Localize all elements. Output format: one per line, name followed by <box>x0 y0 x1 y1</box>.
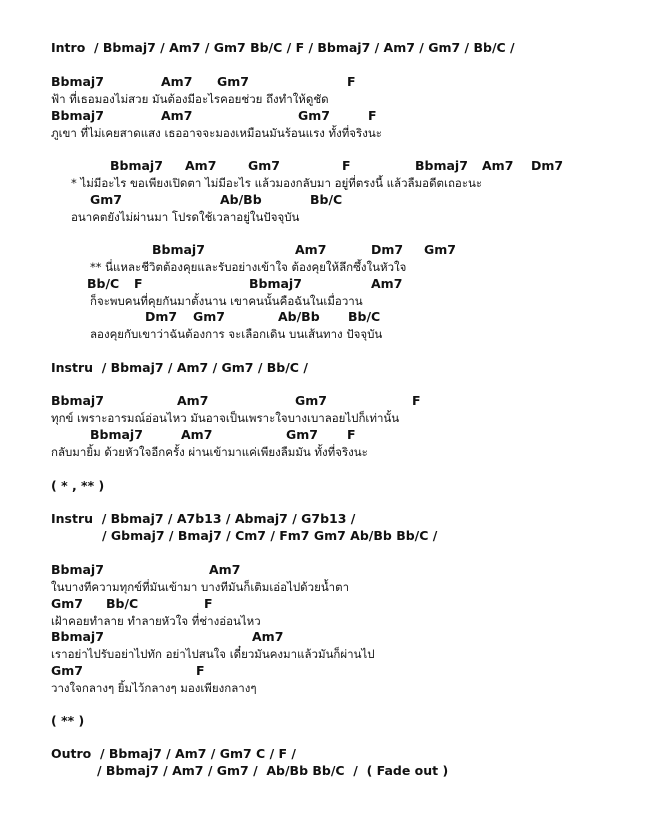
lyric-line: ภูเขา ที่ไม่เคยสาดแสง เธออาจจะมองเหมือนมันร้อนแรง ทั้งที่จริงนะ <box>51 126 382 140</box>
chord: Am7 <box>482 158 514 173</box>
lyric-line: วางใจกลางๆ ยิ้มไว้กลางๆ มองเพียงกลางๆ <box>51 681 257 695</box>
chord: Dm7 <box>371 242 404 257</box>
lyric-line: ในบางทีความทุกข์ที่มันเข้ามา บางทีมันก็เติมเอ่อไปด้วยน้ำตา <box>51 580 350 594</box>
chord: Am7 <box>209 562 241 577</box>
chord: Bbmaj7 <box>51 108 104 123</box>
chord: Bbmaj7 <box>152 242 205 257</box>
lyric-line: เราอย่าไปรับอย่าไปทัก อย่าไปสนใจ เดี๋ยวมันคงมาแล้วมันก็ผ่านไป <box>51 647 375 661</box>
chord: Gm7 <box>217 74 249 89</box>
lyric-line: ฟ้า ที่เธอมองไม่สวย มันต้องมีอะไรคอยช่วย ถึงทำให้ดูชัด <box>51 92 329 106</box>
chord: F <box>204 596 213 611</box>
chord: Gm7 <box>248 158 280 173</box>
chord: Bb/C <box>310 192 343 207</box>
chord: Am7 <box>371 276 403 291</box>
chord: Am7 <box>161 74 193 89</box>
chord: Bbmaj7 <box>51 74 104 89</box>
outro-line: / Bbmaj7 / Am7 / Gm7 / Ab/Bb Bb/C / ( Fade out ) <box>97 763 449 778</box>
instru-line: / Gbmaj7 / Bmaj7 / Cm7 / Fm7 Gm7 Ab/Bb Bb/C / <box>102 528 438 543</box>
chord: F <box>196 663 205 678</box>
chord: Gm7 <box>90 192 122 207</box>
chord: F <box>134 276 143 291</box>
chord: Bbmaj7 <box>415 158 468 173</box>
chord: Ab/Bb <box>220 192 262 207</box>
repeat-marker: ( * , ** ) <box>51 478 105 493</box>
lyric-line: เฝ้าคอยทำลาย ทำลายหัวใจ ที่ช่างอ่อนไหว <box>51 614 261 628</box>
instru-line: Instru / Bbmaj7 / Am7 / Gm7 / Bb/C / <box>51 360 308 375</box>
chord: Am7 <box>161 108 193 123</box>
chord: Bbmaj7 <box>51 562 104 577</box>
chord: Am7 <box>185 158 217 173</box>
lyric-line: อนาคตยังไม่ผ่านมา โปรดใช้เวลาอยู่ในปัจจุบัน <box>71 210 300 224</box>
chord: Gm7 <box>193 309 225 324</box>
chord: F <box>347 74 356 89</box>
chord: Gm7 <box>295 393 327 408</box>
chord: Gm7 <box>298 108 330 123</box>
lyric-line: ทุกข์ เพราะอารมณ์อ่อนไหว มันอาจเป็นเพราะใจบางเบาลอยไปก็เท่านั้น <box>51 411 400 425</box>
instru-line: Instru / Bbmaj7 / A7b13 / Abmaj7 / G7b13 / <box>51 511 356 526</box>
lyric-line: ก็จะพบคนที่คุยกันมาตั้งนาน เขาคนนั้นคือฉันในเมื่อวาน <box>90 294 363 308</box>
chord: Ab/Bb <box>278 309 320 324</box>
outro-line: Outro / Bbmaj7 / Am7 / Gm7 C / F / <box>51 746 296 761</box>
chord: Bbmaj7 <box>90 427 143 442</box>
chord: Am7 <box>295 242 327 257</box>
chord: Bb/C <box>348 309 381 324</box>
lyric-line: ** นี่แหละชีวิตต้องคุยและรับอย่างเข้าใจ ต้องคุยให้ลึกซึ้งในหัวใจ <box>90 260 407 274</box>
chord: Dm7 <box>145 309 178 324</box>
chord: Dm7 <box>531 158 564 173</box>
chord: Bbmaj7 <box>249 276 302 291</box>
lyric-line: กลับมายิ้ม ด้วยหัวใจอีกครั้ง ผ่านเข้ามาแค่เพียงลืมมัน ทั้งที่จริงนะ <box>51 445 368 459</box>
chord: Bbmaj7 <box>51 629 104 644</box>
chord: Am7 <box>181 427 213 442</box>
chord: F <box>412 393 421 408</box>
chord: Bbmaj7 <box>51 393 104 408</box>
chord: Bbmaj7 <box>110 158 163 173</box>
chord: F <box>342 158 351 173</box>
chord: Gm7 <box>51 663 83 678</box>
chord: F <box>368 108 377 123</box>
repeat-marker: ( ** ) <box>51 713 85 728</box>
chord: Am7 <box>252 629 284 644</box>
chord: Am7 <box>177 393 209 408</box>
chord: Bb/C <box>87 276 120 291</box>
intro-line: Intro / Bbmaj7 / Am7 / Gm7 Bb/C / F / Bbmaj7 / Am7 / Gm7 / Bb/C / <box>51 40 515 55</box>
chord: F <box>347 427 356 442</box>
chord: Bb/C <box>106 596 139 611</box>
lyric-line: * ไม่มีอะไร ขอเพียงเปิดตา ไม่มีอะไร แล้วมองกลับมา อยู่ที่ตรงนี้ แล้วลืมอดีตเถอะนะ <box>71 176 483 190</box>
chord: Gm7 <box>286 427 318 442</box>
chord: Gm7 <box>51 596 83 611</box>
chord: Gm7 <box>424 242 456 257</box>
lyric-line: ลองคุยกับเขาว่าฉันต้องการ จะเลือกเดิน บนเส้นทาง ปัจจุบัน <box>90 327 383 341</box>
